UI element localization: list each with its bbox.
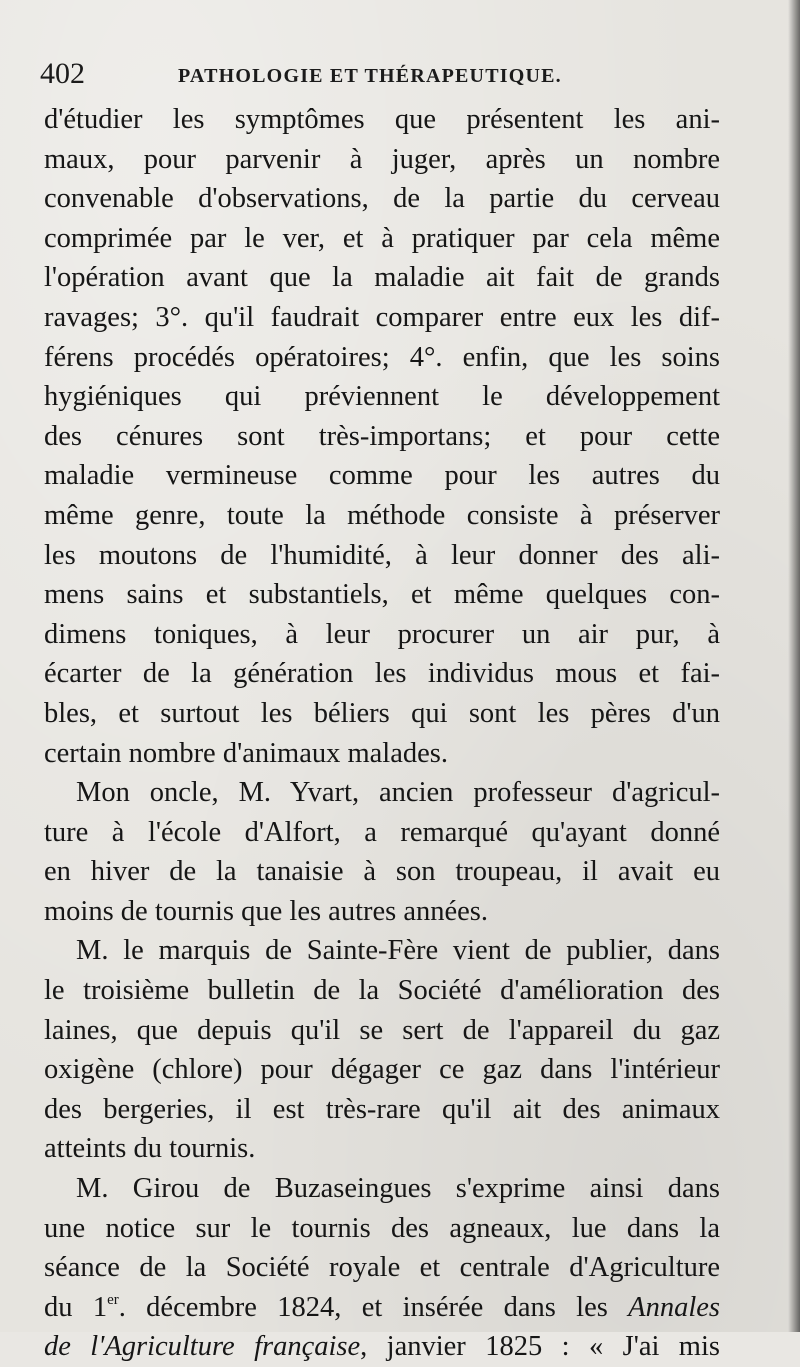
text-line: une notice sur le tournis des agneaux, lue dans la <box>44 1212 720 1244</box>
text-line-with-italic <box>44 1327 720 1367</box>
page-header <box>40 54 740 94</box>
text-line: bles, et surtout les béliers qui sont les pères d'un <box>44 697 720 729</box>
line-fragment: , janvier 1825 : « J'ai mis <box>360 1331 720 1363</box>
text-line: ravages; 3°. qu'il faudrait comparer entre eux les dif- <box>44 301 720 333</box>
italic-journal-title: de l'Agriculture française <box>44 1331 361 1363</box>
paragraph-start-line: M. le marquis de Sainte-Fère vient de publier, dans <box>76 935 720 967</box>
text-line: en hiver de la tanaisie à son troupeau, il avait eu <box>44 856 720 888</box>
text-line: convenable d'observations, de la partie du cerveau <box>44 183 720 215</box>
paragraph-end-line: atteints du tournis. <box>44 1133 256 1165</box>
text-line: comprimée par le ver, et à pratiquer par cela même <box>44 222 720 254</box>
text-line: maux, pour parvenir à juger, après un nombre <box>44 143 720 175</box>
paragraph-end-line: certain nombre d'animaux malades. <box>44 737 448 769</box>
running-title: PATHOLOGIE ET THÉRAPEUTIQUE. <box>178 65 562 87</box>
text-line: férens procédés opératoires; 4°. enfin, que les soins <box>44 341 720 373</box>
text-line: maladie vermineuse comme pour les autres du <box>44 460 720 492</box>
text-line: écarter de la génération les individus mous et fai- <box>44 658 720 690</box>
line-fragment: du 1 <box>44 1291 108 1323</box>
ordinal-superscript: er <box>107 1291 119 1308</box>
text-line-with-superscript <box>44 1288 720 1328</box>
text-line: ture à l'école d'Alfort, a remarqué qu'ayant donné <box>44 816 720 848</box>
text-line: les moutons de l'humidité, à leur donner des ali- <box>44 539 720 571</box>
italic-journal-title: Annales <box>628 1291 720 1323</box>
text-line: dimens toniques, à leur procurer un air pur, à <box>44 618 720 650</box>
text-line: l'opération avant que la maladie ait fait de grands <box>44 262 720 294</box>
text-line: des bergeries, il est très-rare qu'il ait des animaux <box>44 1093 720 1125</box>
body-text <box>44 100 720 1367</box>
text-line: d'étudier les symptômes que présentent les ani- <box>44 104 720 135</box>
line-fragment: . décembre 1824, et insérée dans les <box>118 1291 629 1323</box>
text-line: laines, que depuis qu'il se sert de l'appareil du gaz <box>44 1014 720 1046</box>
paragraph-start-line: Mon oncle, M. Yvart, ancien professeur d'agricul- <box>76 777 720 809</box>
text-line: séance de la Société royale et centrale d'Agriculture <box>44 1252 720 1284</box>
page-number: 402 <box>40 57 85 90</box>
text-line: le troisième bulletin de la Société d'amélioration des <box>44 975 720 1007</box>
text-line: hygiéniques qui préviennent le développement <box>44 381 720 413</box>
text-line: des cénures sont très-importans; et pour cette <box>44 420 720 452</box>
paragraph-end-line: moins de tournis que les autres années. <box>44 895 489 927</box>
text-line: oxigène (chlore) pour dégager ce gaz dans l'intérieur <box>44 1054 720 1086</box>
page-edge-shadow <box>788 0 800 1332</box>
paragraph-start-line: M. Girou de Buzaseingues s'exprime ainsi dans <box>76 1173 720 1205</box>
text-line: mens sains et substantiels, et même quelques con- <box>44 579 720 611</box>
text-line: même genre, toute la méthode consiste à préserver <box>44 499 720 531</box>
